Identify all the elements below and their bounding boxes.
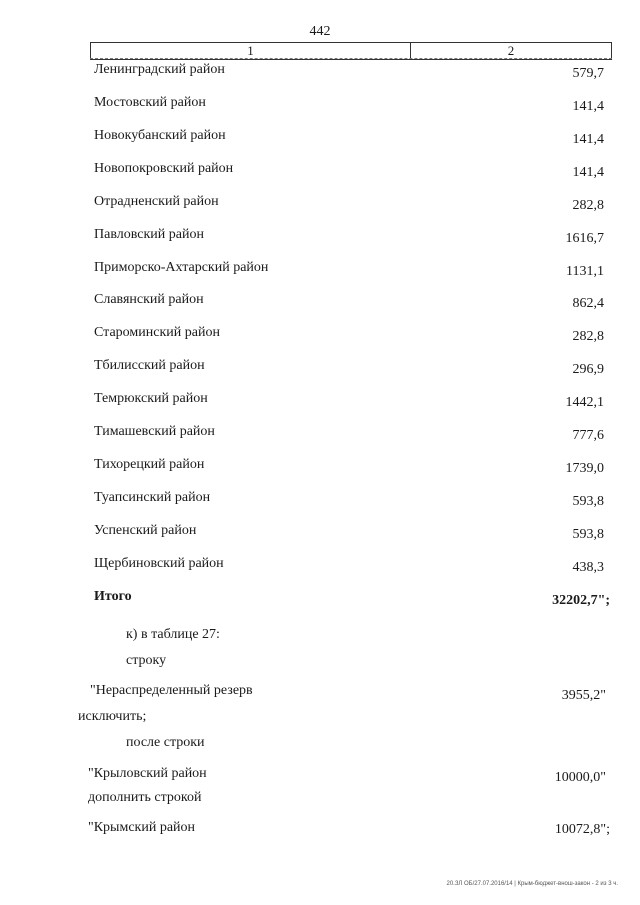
district-name: Славянский район <box>94 292 204 307</box>
district-value: 438,3 <box>572 560 604 575</box>
district-name: Туапсинский район <box>94 490 211 505</box>
table-row <box>94 424 610 444</box>
footer-stamp: 20.ЗЛ ОБ/27.07.2016/14 | Крым-бюджет-внош-закон - 2 из 3 ч. <box>446 881 618 887</box>
district-name: Тихорецкий район <box>94 457 205 472</box>
district-value: 141,4 <box>572 132 604 147</box>
table-row <box>94 556 610 576</box>
total-value: 32202,7"; <box>552 593 610 608</box>
district-name: Новопокровский район <box>94 161 234 176</box>
table-row <box>94 457 610 477</box>
district-value: 593,8 <box>572 494 604 509</box>
district-value: 296,9 <box>572 362 604 377</box>
district-name: Павловский район <box>94 227 204 242</box>
district-name: Отрадненский район <box>94 194 219 209</box>
table-row <box>94 523 610 543</box>
district-value: 862,4 <box>572 296 604 311</box>
table-row <box>94 358 610 378</box>
district-name: Ленинградский район <box>94 62 225 77</box>
district-value: 1616,7 <box>565 231 604 246</box>
district-name: Успенский район <box>94 523 197 538</box>
district-name: Щербиновский район <box>94 556 224 571</box>
district-name: Тбилисский район <box>94 358 205 373</box>
district-value: 282,8 <box>572 198 604 213</box>
krylovsky-row-value: 10000,0" <box>554 770 606 785</box>
table-row <box>94 391 610 411</box>
district-value: 282,8 <box>572 329 604 344</box>
total-row <box>94 589 610 609</box>
reserve-row-name: "Нераспределенный резерв <box>90 683 253 698</box>
district-value: 1131,1 <box>566 264 604 279</box>
table-row <box>94 128 610 148</box>
table-row <box>94 95 610 115</box>
district-name: Мостовский район <box>94 95 206 110</box>
district-value: 579,7 <box>572 66 604 81</box>
district-value: 1739,0 <box>565 461 604 476</box>
district-value: 593,8 <box>572 527 604 542</box>
table-row <box>94 260 610 280</box>
total-label: Итого <box>94 589 132 604</box>
amendment-exclude: исключить; <box>78 709 147 724</box>
table-row <box>94 161 610 181</box>
header-col-2: 2 <box>507 43 515 58</box>
district-value: 141,4 <box>572 99 604 114</box>
district-value: 777,6 <box>572 428 604 443</box>
table-row <box>94 490 610 510</box>
district-name: Новокубанский район <box>94 128 226 143</box>
amendment-table-ref: к) в таблице 27: <box>126 627 220 642</box>
table-row <box>94 292 610 312</box>
district-value: 1442,1 <box>565 395 604 410</box>
district-name: Староминский район <box>94 325 220 340</box>
district-value: 141,4 <box>572 165 604 180</box>
amendment-row-word: строку <box>126 653 167 668</box>
header-divider <box>90 58 612 59</box>
table-row <box>94 325 610 345</box>
table-row <box>94 62 610 82</box>
district-name: Приморско-Ахтарский район <box>94 260 269 275</box>
table-row <box>94 227 610 247</box>
district-name: Тимашевский район <box>94 424 215 439</box>
page-number: 442 <box>309 24 331 39</box>
krylovsky-row-name: "Крыловский район <box>88 766 207 781</box>
amendment-add-row: дополнить строкой <box>88 790 202 805</box>
krymsky-row-name: "Крымский район <box>88 820 196 835</box>
table-row <box>94 194 610 214</box>
amendment-after-row: после строки <box>126 735 205 750</box>
krymsky-row-value: 10072,8"; <box>554 822 610 837</box>
header-col-1: 1 <box>91 43 411 59</box>
reserve-row-value: 3955,2" <box>561 688 606 703</box>
district-name: Темрюкский район <box>94 391 208 406</box>
